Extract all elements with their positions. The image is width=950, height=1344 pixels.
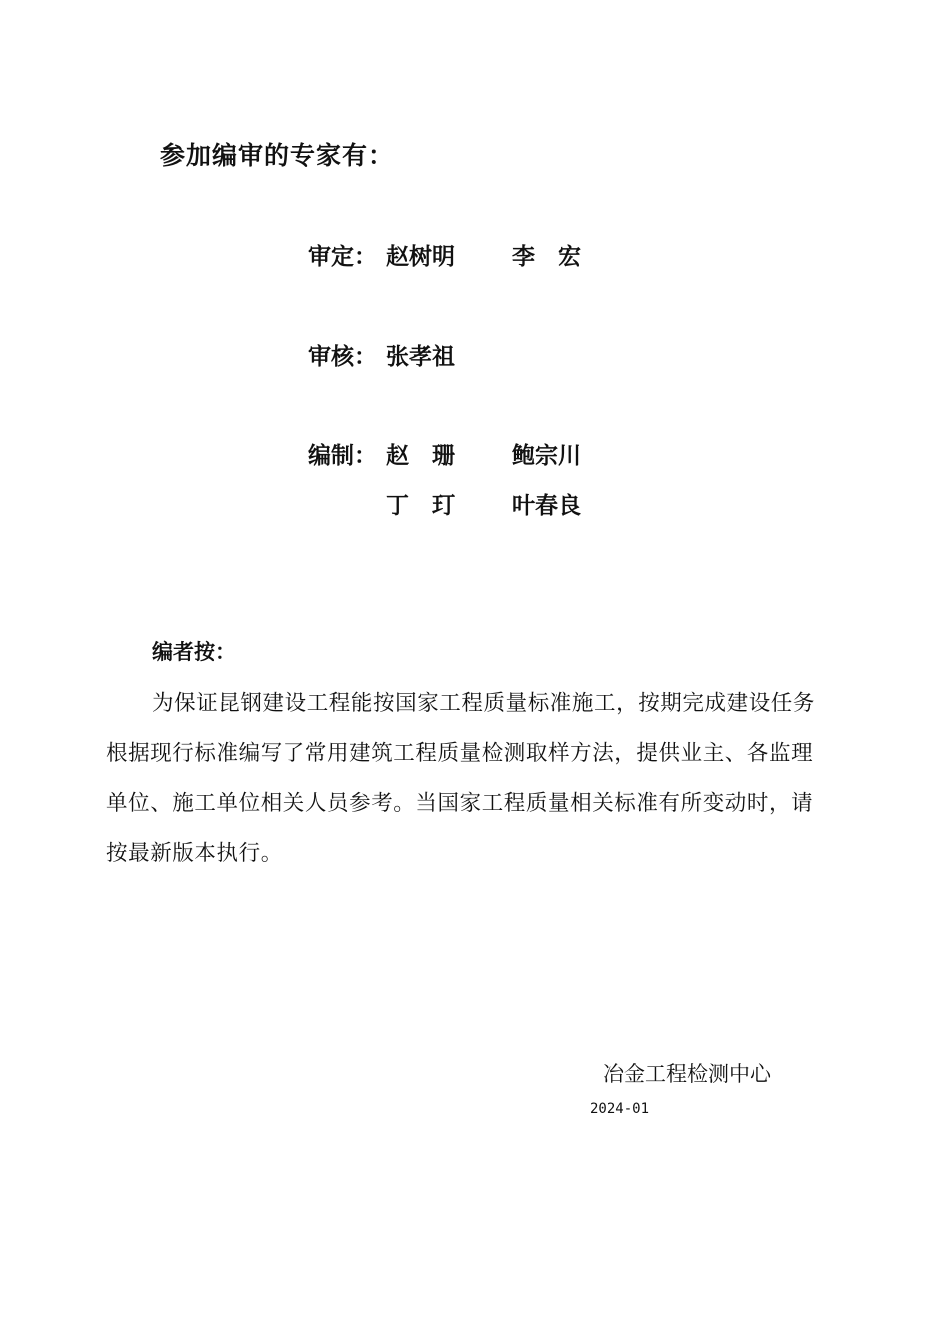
compiler-name-3: 丁 玎 [386, 492, 455, 519]
role-label-review: 审核： [308, 343, 377, 370]
compiler-name-4: 叶春良 [512, 492, 581, 519]
page-heading: 参加编审的专家有： [160, 141, 395, 170]
editor-note-line-2: 根据现行标准编写了常用建筑工程质量检测取样方法，提供业主、各监理 [106, 741, 814, 766]
approver-name-1: 赵树明 [386, 243, 455, 270]
editor-note-title: 编者按： [152, 639, 236, 664]
editor-note-line-4: 按最新版本执行。 [106, 841, 283, 866]
reviewer-name-1: 张孝祖 [386, 343, 455, 370]
approver-name-2: 李 宏 [512, 243, 581, 270]
role-label-compile: 编制： [308, 442, 377, 469]
editor-note-line-3: 单位、施工单位相关人员参考。当国家工程质量相关标准有所变动时，请 [106, 791, 814, 816]
role-label-approve: 审定： [308, 243, 377, 270]
document-date: 2024-01 [590, 1101, 650, 1117]
organization-name: 冶金工程检测中心 [603, 1062, 771, 1086]
compiler-name-1: 赵 珊 [386, 442, 455, 469]
compiler-name-2: 鲍宗川 [512, 442, 581, 469]
editor-note-line-1: 为保证昆钢建设工程能按国家工程质量标准施工，按期完成建设任务 [152, 691, 816, 716]
